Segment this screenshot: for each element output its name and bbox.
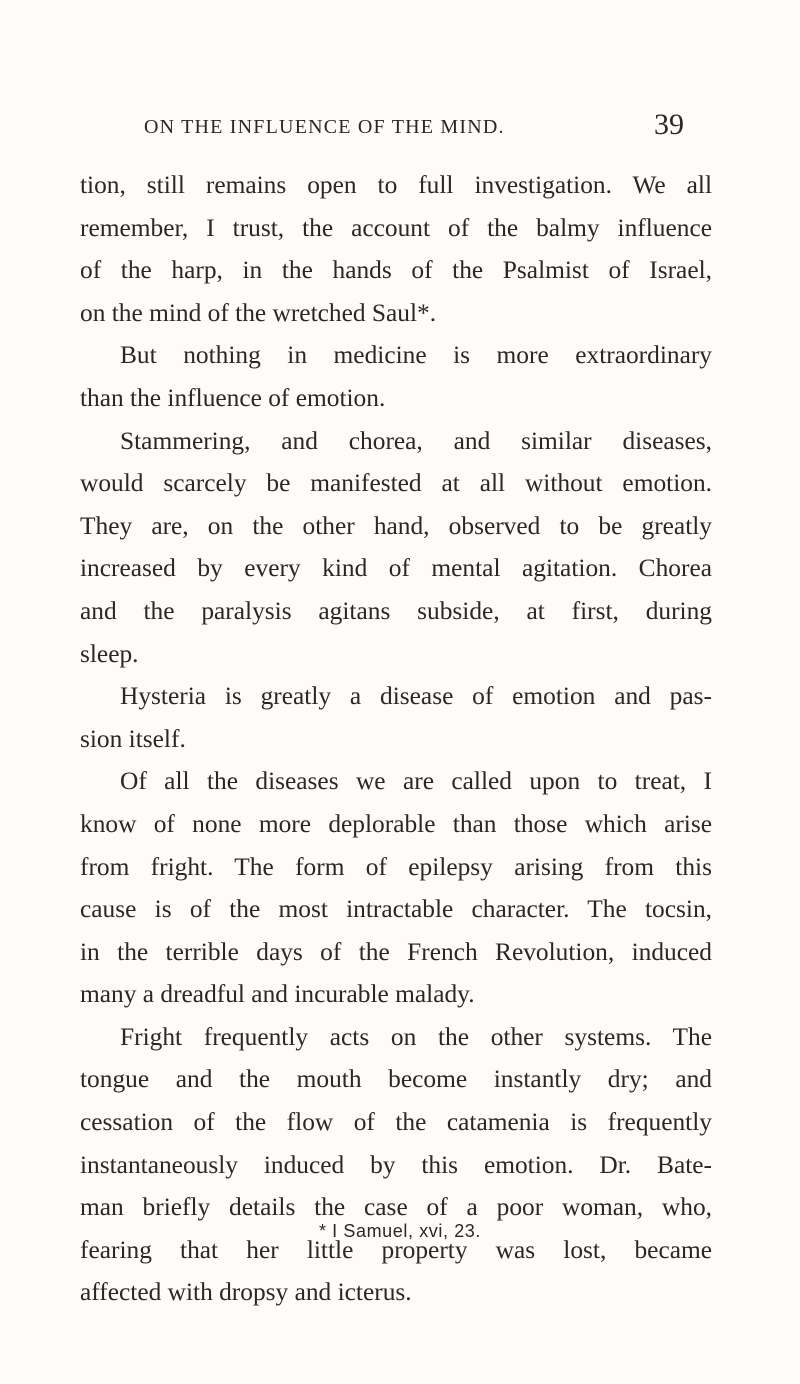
text-line: would scarcely be manifested at all without emotion.	[80, 469, 712, 498]
paragraph-start-line: But nothing in medicine is more extraordinary	[120, 341, 712, 370]
text-line: and the paralysis agitans subside, at first, during	[80, 596, 712, 625]
body-text	[80, 164, 712, 1314]
text-line: man briefly details the case of a poor woman, who,	[80, 1193, 712, 1222]
text-line: instantaneously induced by this emotion. Dr. Bate-	[80, 1150, 712, 1179]
text-line: They are, on the other hand, observed to be greatly	[80, 511, 712, 540]
text-line: than the influence of emotion.	[80, 383, 386, 412]
text-line: sion itself.	[80, 724, 186, 753]
text-line: in the terrible days of the French Revolution, induced	[80, 937, 712, 966]
running-head	[144, 110, 684, 142]
paragraph-start-line: Stammering, and chorea, and similar diseases,	[120, 426, 712, 455]
text-line: from fright. The form of epilepsy arising from this	[80, 852, 712, 881]
footnote: * I Samuel, xvi, 23.	[318, 1221, 482, 1241]
text-line: tongue and the mouth become instantly dry; and	[80, 1065, 712, 1094]
paragraph-start-line: Hysteria is greatly a disease of emotion and pas-	[120, 682, 712, 711]
paragraph-start-line: Of all the diseases we are called upon to treat, I	[120, 767, 712, 796]
text-line: remember, I trust, the account of the balmy influence	[80, 213, 712, 242]
text-line: tion, still remains open to full investigation. We all	[80, 171, 712, 199]
text-line: many a dreadful and incurable malady.	[80, 980, 475, 1009]
text-line: know of none more deplorable than those which arise	[80, 809, 712, 838]
text-line: sleep.	[80, 639, 139, 668]
paragraph-start-line: Fright frequently acts on the other systems. The	[120, 1022, 712, 1051]
text-line: on the mind of the wretched Saul*.	[80, 298, 437, 327]
text-line: fearing that her little property was lost, became	[80, 1235, 712, 1264]
text-line: cessation of the flow of the catamenia is frequently	[80, 1108, 712, 1137]
text-line: of the harp, in the hands of the Psalmist of Israel,	[80, 256, 712, 285]
text-line: cause is of the most intractable character. The tocsin,	[80, 895, 712, 924]
text-line: increased by every kind of mental agitation. Chorea	[80, 554, 712, 583]
text-line: affected with dropsy and icterus.	[80, 1278, 412, 1307]
page-number: 39	[654, 108, 684, 141]
running-title: ON THE INFLUENCE OF THE MIND.	[144, 116, 505, 138]
